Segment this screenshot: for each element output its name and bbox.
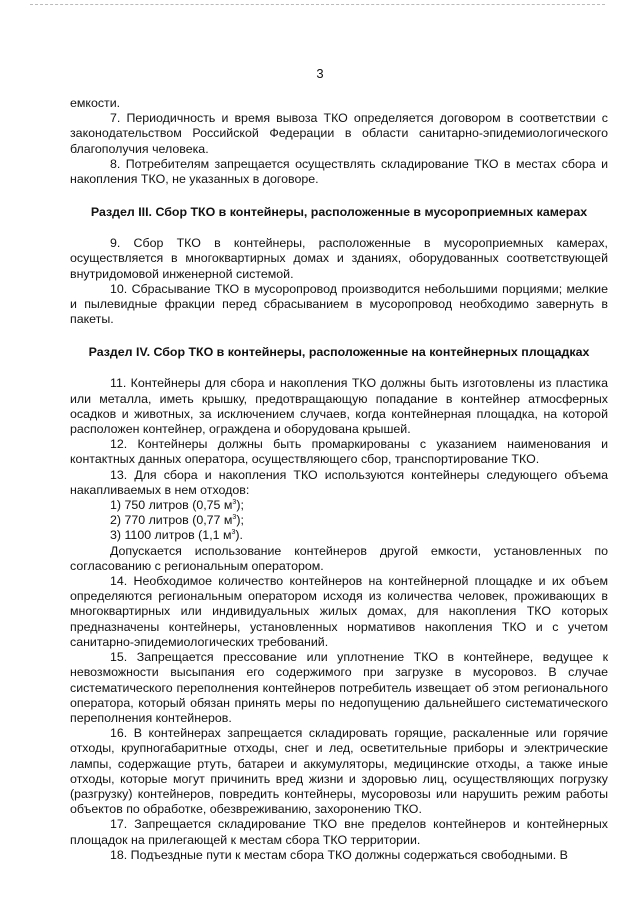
paragraph: 11. Контейнеры для сбора и накопления ТКО должны быть изготовлены из пластика или металла, иметь крышку, предотвращающую попадание в контейнер атмосферных осадков и животных, за исключением случаев, когда контейнерная площадка, на которой расположен контейнер, ограждена и оборудована крышей. <box>70 376 608 437</box>
paragraph: 7. Периодичность и время вывоза ТКО определяется договором в соответствии с законодательством Российской Федерации в области санитарно-эпидемиологического благополучия человека. <box>70 111 608 156</box>
paragraph: 16. В контейнерах запрещается складировать горящие, раскаленные или горячие отходы, крупногабаритные отходы, снег и лед, осветительные приборы и электрические лампы, содержащие ртуть, батареи и аккумуляторы, медицинские отходы, а также иные отходы, которые могут причинить вред жизни и здоровью лиц, осуществляющих погрузку (разгрузку) контейнеров, повредить контейнеры, мусоровозы или нарушить режим работы объектов по обработке, обезвреживанию, захоронению ТКО. <box>70 726 608 817</box>
paragraph: 12. Контейнеры должны быть промаркированы с указанием наименования и контактных данных оператора, осуществляющего сбор, транспортирование ТКО. <box>70 437 608 467</box>
paragraph: 9. Сбор ТКО в контейнеры, расположенные в мусороприемных камерах, осуществляется в многоквартирных домах и зданиях, оборудованных соответствующей внутридомовой инженерной системой. <box>70 236 608 281</box>
section-heading: Раздел IV. Сбор ТКО в контейнеры, расположенные на контейнерных площадках <box>88 345 590 360</box>
paragraph: 10. Сбрасывание ТКО в мусоропровод производится небольшими порциями; мелкие и пылевидные фракции перед сбрасыванием в мусоропровод необходимо завернуть в пакеты. <box>70 281 608 327</box>
paragraph: 18. Подъездные пути к местам сбора ТКО должны содержаться свободными. В <box>110 847 568 862</box>
paragraph: Допускается использование контейнеров другой емкости, установленных по согласованию с региональным оператором. <box>70 543 608 573</box>
list-item: 2) 770 литров (0,77 $м^3$); <box>110 513 244 528</box>
list-item: 3) 1100 литров (1,1 $м^3$). <box>110 528 243 543</box>
paragraph: 8. Потребителям запрещается осуществлять складирование ТКО в местах сбора и накопления ТКО, не указанных в договоре. <box>70 156 608 187</box>
section-heading: Раздел III. Сбор ТКО в контейнеры, расположенные в мусороприемных камерах <box>90 205 588 220</box>
list-item: 1) 750 литров (0,75 $м^3$); <box>110 498 244 513</box>
page-number: 3 <box>316 66 324 81</box>
paragraph: 14. Необходимое количество контейнеров на контейнерной площадке и их объем определяются региональным оператором исходя из количества человек, проживающих в многоквартирных или индивидуальных жилых домах, для накопления ТКО которых предназначены контейнеры, установленных нормативов накопления ТКО и с учетом санитарно-эпидемиологических требований. <box>70 574 608 649</box>
document-body <box>70 96 608 863</box>
paragraph: 13. Для сбора и накопления ТКО используются контейнеры следующего объема накапливаемых в нем отходов: <box>70 467 608 497</box>
paragraph: 15. Запрещается прессование или уплотнение ТКО в контейнере, ведущее к невозможности высыпания его содержимого при загрузке в мусоровоз. В случае систематического переполнения контейнеров потребитель извещает об этом регионального оператора, который обязан принять меры по недопущению дальнейшего систематического переполнения контейнеров. <box>70 650 608 725</box>
scan-top-edge <box>30 4 605 5</box>
paragraph: 17. Запрещается складирование ТКО вне пределов контейнеров и контейнерных площадок на прилегающей к местам сбора ТКО территории. <box>70 817 608 847</box>
paragraph: емкости. <box>70 96 121 110</box>
